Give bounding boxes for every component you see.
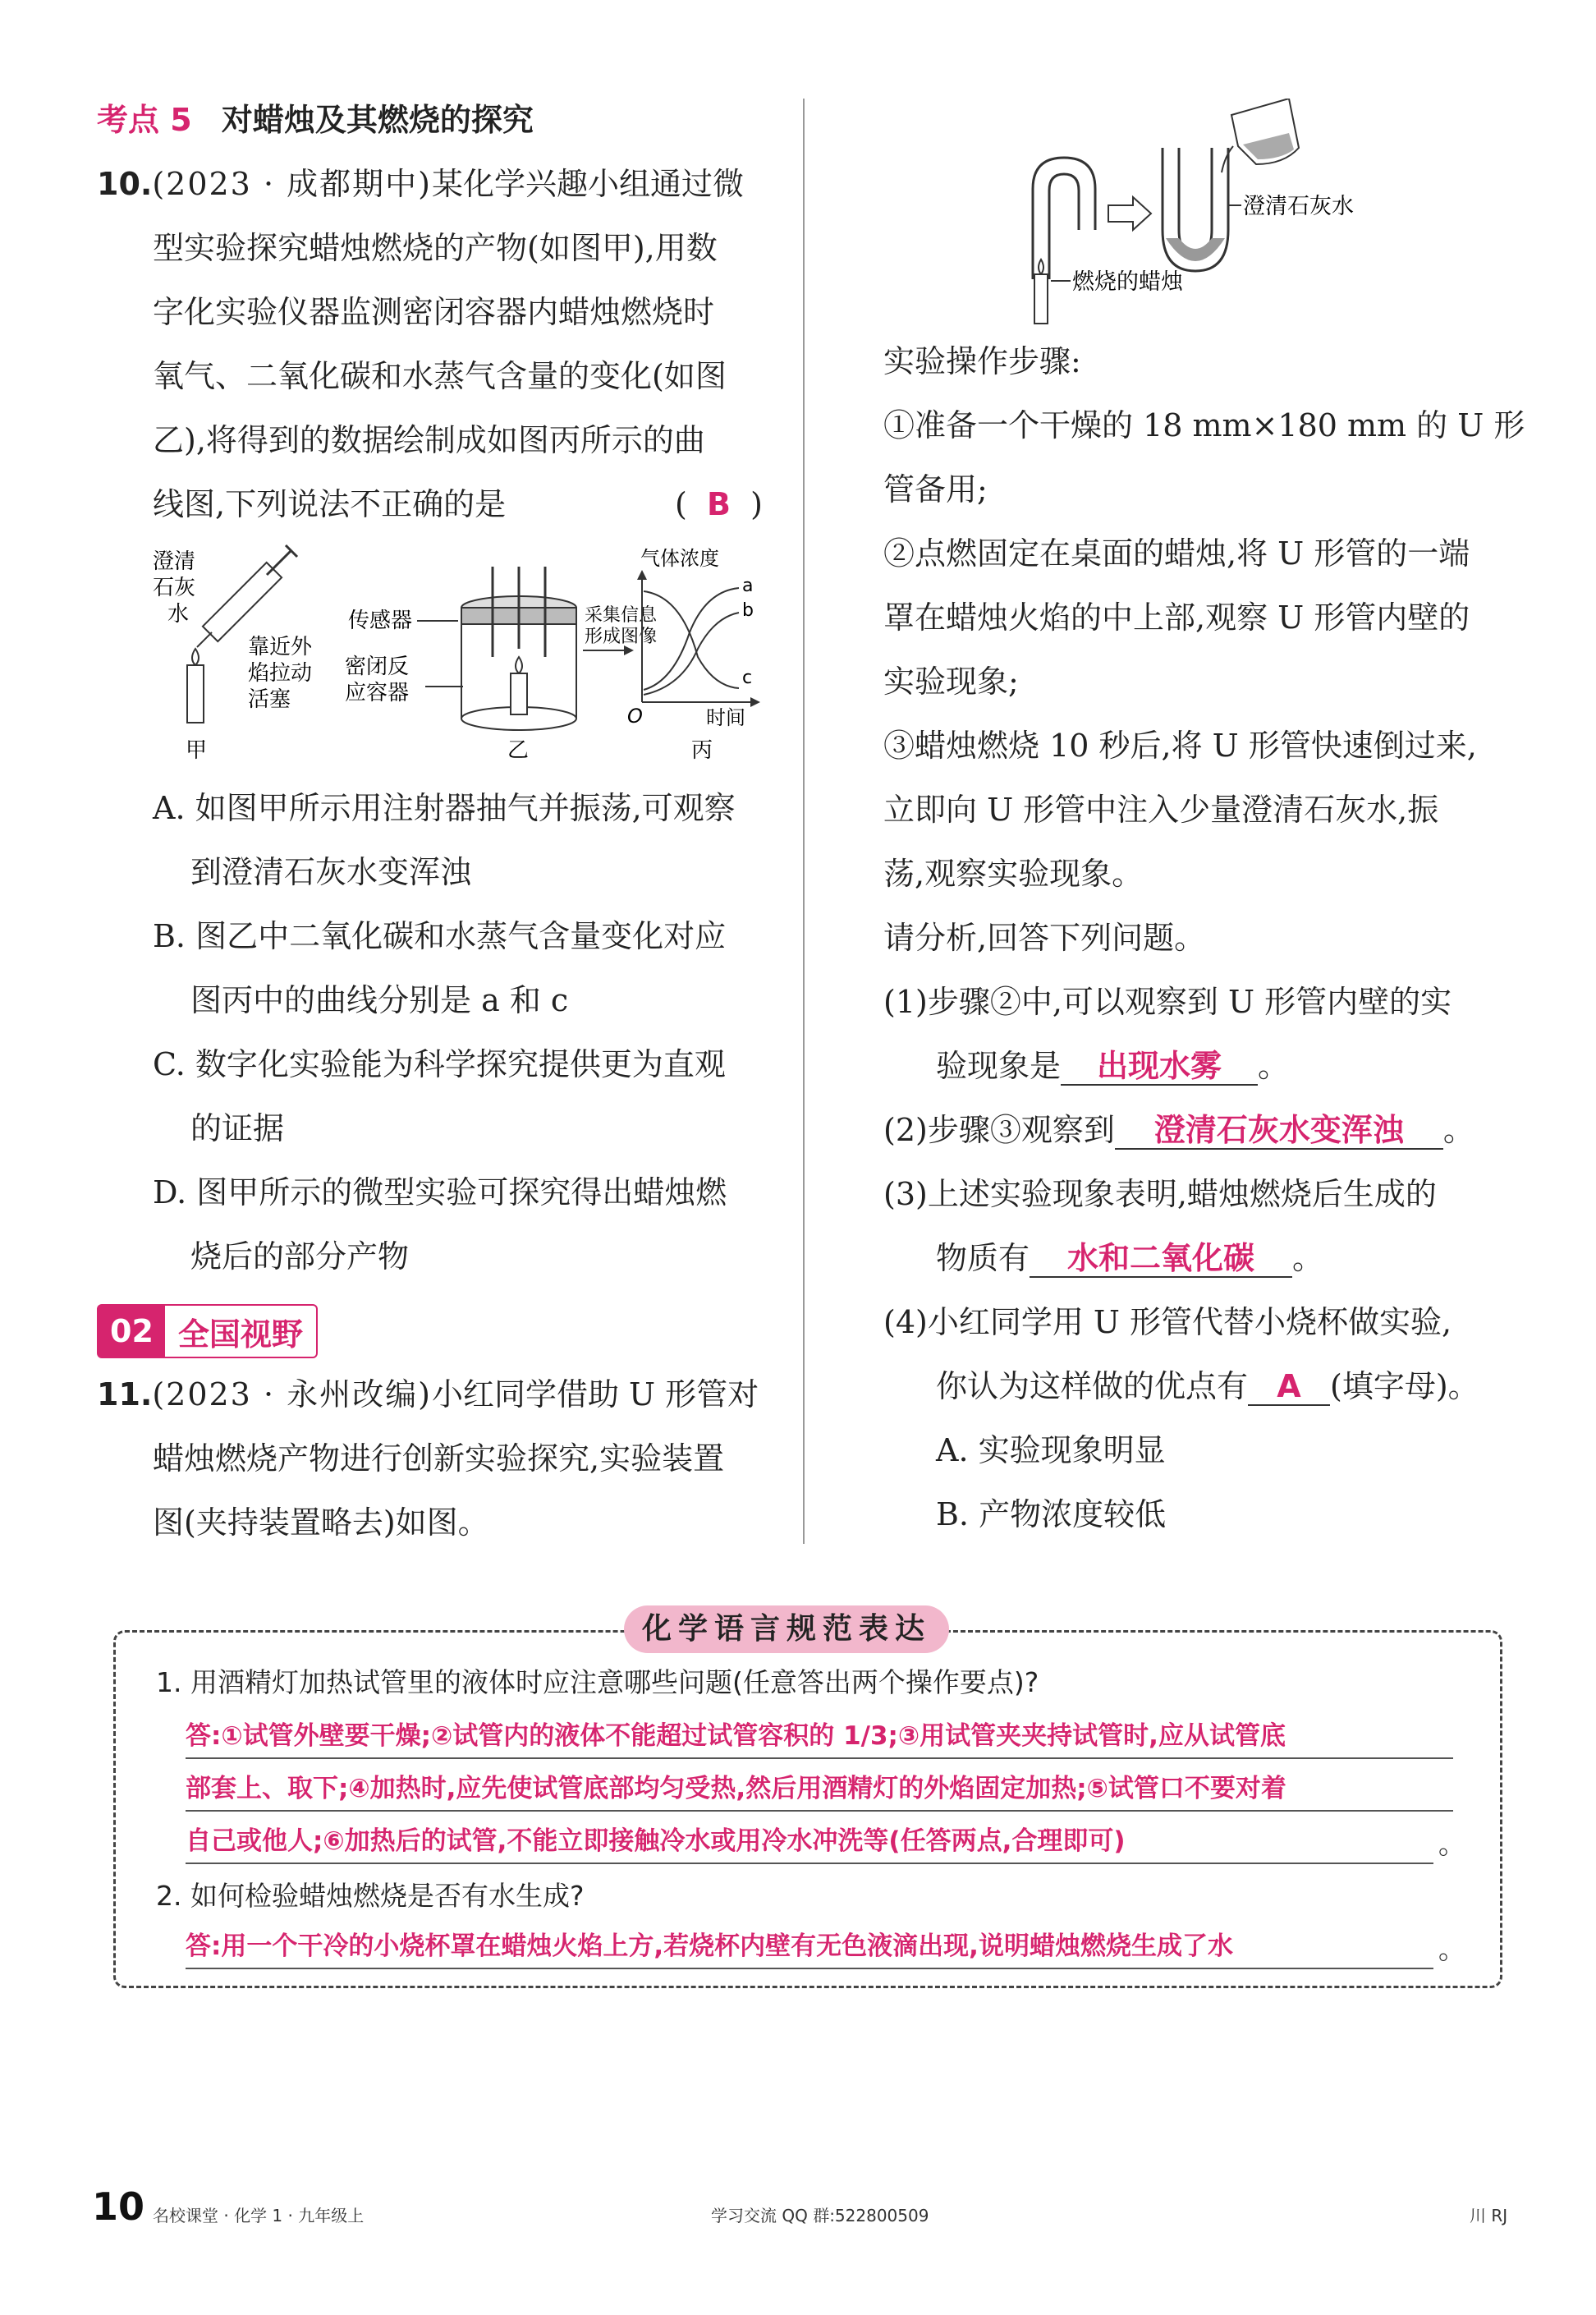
arrow-icon	[1108, 197, 1151, 230]
part1-answer: 出现水雾	[1061, 1048, 1258, 1086]
q10-option-b: B. 图乙中二氧化碳和水蒸气含量变化对应	[153, 918, 727, 954]
bing-origin: O	[627, 705, 643, 728]
section-badge	[97, 1304, 318, 1358]
q11-line-2: 图(夹持装置略去)如图。	[153, 1504, 489, 1541]
jia-label-6: 活塞	[248, 687, 291, 712]
q10-option-b-cont: 图丙中的曲线分别是 a 和 c	[190, 982, 569, 1018]
yi-arrow-label-2: 形成图像	[585, 627, 658, 647]
part4-line-a: (4)小红同学用 U 形管代替小烧杯做实验,	[883, 1304, 1452, 1340]
q10-figure	[148, 542, 772, 772]
q10-text: 某化学兴趣小组通过微	[431, 166, 744, 202]
figure-jia	[153, 545, 313, 763]
yi-label-2: 密闭反	[345, 655, 410, 679]
period: 。	[1258, 1048, 1290, 1084]
part3-prompt: 物质有	[936, 1240, 1030, 1276]
kaodian-tag: 考点 5	[97, 102, 192, 138]
bing-curve-c-label: c	[742, 668, 753, 688]
lang-answer-2: 答:用一个干冷的小烧杯罩在蜡烛火焰上方,若烧杯内壁有无色液滴出现,说明蜡烛燃烧生成了水	[186, 1925, 1433, 1969]
part4-option-b: B. 产物浓度较低	[936, 1496, 1167, 1532]
part4-suffix: (填字母)。	[1330, 1368, 1479, 1404]
section-title: 全国视野	[177, 1316, 303, 1353]
yi-arrow-label-1: 采集信息	[585, 605, 658, 626]
section-number: 02	[99, 1306, 165, 1357]
q10-line-5: 线图,下列说法不正确的是	[153, 486, 507, 522]
lang-question-1: 1. 用酒精灯加热试管里的液体时应注意哪些问题(任意答出两个操作要点)?	[156, 1666, 1039, 1698]
period: 。	[1438, 1828, 1465, 1860]
kaodian-heading	[97, 97, 534, 143]
bing-curve-a-label: a	[742, 576, 754, 596]
q10-line-2: 字化实验仪器监测密闭容器内蜡烛燃烧时	[153, 294, 715, 330]
step-line-4: 实验现象;	[883, 664, 1019, 700]
beaker-pouring-icon	[1222, 99, 1299, 172]
part3-line-a: (3)上述实验现象表明,蜡烛燃烧后生成的	[883, 1176, 1437, 1212]
bing-ylabel: 气体浓度	[640, 547, 719, 570]
q10-answer-paren	[675, 481, 763, 527]
period: 。	[1442, 1112, 1474, 1148]
jia-label-1: 澄清	[153, 549, 196, 574]
part4-option-a: A. 实验现象明显	[936, 1432, 1166, 1468]
part4-line-b	[936, 1363, 1479, 1409]
q10-line-3: 氧气、二氧化碳和水蒸气含量的变化(如图	[153, 358, 727, 394]
syringe-icon	[197, 545, 297, 647]
lang-answer-1-line-3: 自己或他人;⑥加热后的试管,不能立即接触冷水或用冷水冲洗等(任答两点,合理即可)	[186, 1820, 1433, 1864]
footer-book: 名校课堂 · 化学 1 · 九年级上	[153, 2206, 365, 2225]
q10-source: (2023 · 成都期中)	[152, 166, 432, 202]
q10-option-c: C. 数字化实验能为科学探究提供更为直观	[153, 1046, 726, 1082]
figure-bing	[627, 547, 760, 763]
q11-label-lime: 澄清石灰水	[1243, 194, 1354, 219]
q11-source: (2023 · 永州改编)	[152, 1376, 432, 1412]
part4-prompt: 你认为这样做的优点有	[936, 1368, 1249, 1404]
part2-answer: 澄清石灰水变浑浊	[1115, 1112, 1443, 1150]
part2-prompt: (2)步骤③观察到	[883, 1112, 1115, 1148]
step-line-1: 管备用;	[883, 471, 988, 508]
page-number: 10	[92, 2184, 145, 2229]
q10-line-0	[97, 161, 744, 207]
u-tube-upright-icon	[1163, 148, 1228, 271]
paren-open: (	[675, 486, 687, 522]
jia-label-4: 靠近外	[248, 635, 313, 659]
q11-number: 11.	[97, 1376, 153, 1412]
jia-label-3: 水	[167, 602, 190, 627]
lang-question-2: 2. 如何检验蜡烛燃烧是否有水生成?	[156, 1880, 585, 1912]
small-candle-icon	[1034, 260, 1048, 324]
part4-answer: A	[1248, 1368, 1330, 1406]
bing-curve-b-label: b	[742, 600, 754, 621]
q11-text: 小红同学借助 U 形管对	[431, 1376, 759, 1412]
column-divider	[803, 99, 805, 1544]
lang-answer-1-line-1: 答:①试管外壁要干燥;②试管内的液体不能超过试管容积的 1/3;③用试管夹夹持试管时,应从试管底	[186, 1715, 1453, 1759]
bing-caption: 丙	[691, 738, 713, 763]
step-line-7: 荡,观察实验现象。	[883, 856, 1144, 892]
step-line-5: ③蜡烛燃烧 10 秒后,将 U 形管快速倒过来,	[883, 728, 1477, 764]
part3-answer: 水和二氧化碳	[1030, 1240, 1292, 1278]
q10-option-a-cont: 到澄清石灰水变浑浊	[190, 854, 472, 890]
part1-prompt: 验现象是	[936, 1048, 1062, 1084]
q11-label-candle: 燃烧的蜡烛	[1072, 269, 1183, 295]
period: 。	[1438, 1933, 1465, 1965]
jia-label-2: 石灰	[153, 576, 196, 600]
footer-edition: 川 RJ	[1470, 2206, 1508, 2225]
period: 。	[1292, 1240, 1324, 1276]
kaodian-title: 对蜡烛及其燃烧的探究	[221, 102, 534, 138]
part1-line-a: (1)步骤②中,可以观察到 U 形管内壁的实	[883, 984, 1452, 1020]
step-line-3: 罩在蜡烛火焰的中上部,观察 U 形管内壁的	[883, 599, 1470, 636]
part2-line	[883, 1107, 1474, 1153]
bing-curve-c	[644, 591, 739, 688]
jia-caption: 甲	[186, 738, 208, 763]
q10-answer: B	[707, 486, 731, 522]
figure-yi	[345, 567, 658, 763]
q10-option-d-cont: 烧后的部分产物	[190, 1238, 410, 1275]
step-line-0: ①准备一个干燥的 18 mm×180 mm 的 U 形	[883, 407, 1525, 443]
candle-icon	[187, 649, 204, 723]
q11-line-0	[97, 1371, 759, 1417]
q10-line-4: 乙),将得到的数据绘制成如图丙所示的曲	[153, 422, 705, 458]
q11-figure	[1010, 99, 1535, 328]
yi-label-sensor: 传感器	[348, 609, 413, 633]
q10-option-a: A. 如图甲所示用注射器抽气并振荡,可观察	[153, 790, 736, 826]
q11-line-1: 蜡烛燃烧产物进行创新实验探究,实验装置	[153, 1440, 725, 1477]
steps-title: 实验操作步骤:	[883, 343, 1081, 379]
yi-label-3: 应容器	[345, 681, 410, 705]
part1-line-b	[936, 1043, 1289, 1089]
jia-label-5: 焰拉动	[248, 661, 313, 686]
paren-close: )	[750, 486, 763, 522]
yi-caption: 乙	[507, 738, 530, 763]
lang-answer-1-line-2: 部套上、取下;④加热时,应先使试管底部均匀受热,然后用酒精灯的外焰固定加热;⑤试管口不要对着	[186, 1767, 1453, 1812]
analyze-prompt: 请分析,回答下列问题。	[883, 920, 1206, 956]
bing-xlabel: 时间	[706, 706, 745, 729]
part3-line-b	[936, 1235, 1323, 1281]
step-line-6: 立即向 U 形管中注入少量澄清石灰水,振	[883, 792, 1439, 828]
footer-qq: 学习交流 QQ 群:522800509	[711, 2206, 929, 2225]
q10-line-1: 型实验探究蜡烛燃烧的产物(如图甲),用数	[153, 230, 718, 266]
language-box-title: 化学语言规范表达	[624, 1605, 949, 1653]
q10-option-d: D. 图甲所示的微型实验可探究得出蜡烛燃	[153, 1174, 727, 1210]
step-line-2: ②点燃固定在桌面的蜡烛,将 U 形管的一端	[883, 535, 1470, 572]
container-icon	[461, 567, 576, 730]
q10-option-c-cont: 的证据	[190, 1110, 285, 1146]
q10-number: 10.	[97, 166, 153, 202]
